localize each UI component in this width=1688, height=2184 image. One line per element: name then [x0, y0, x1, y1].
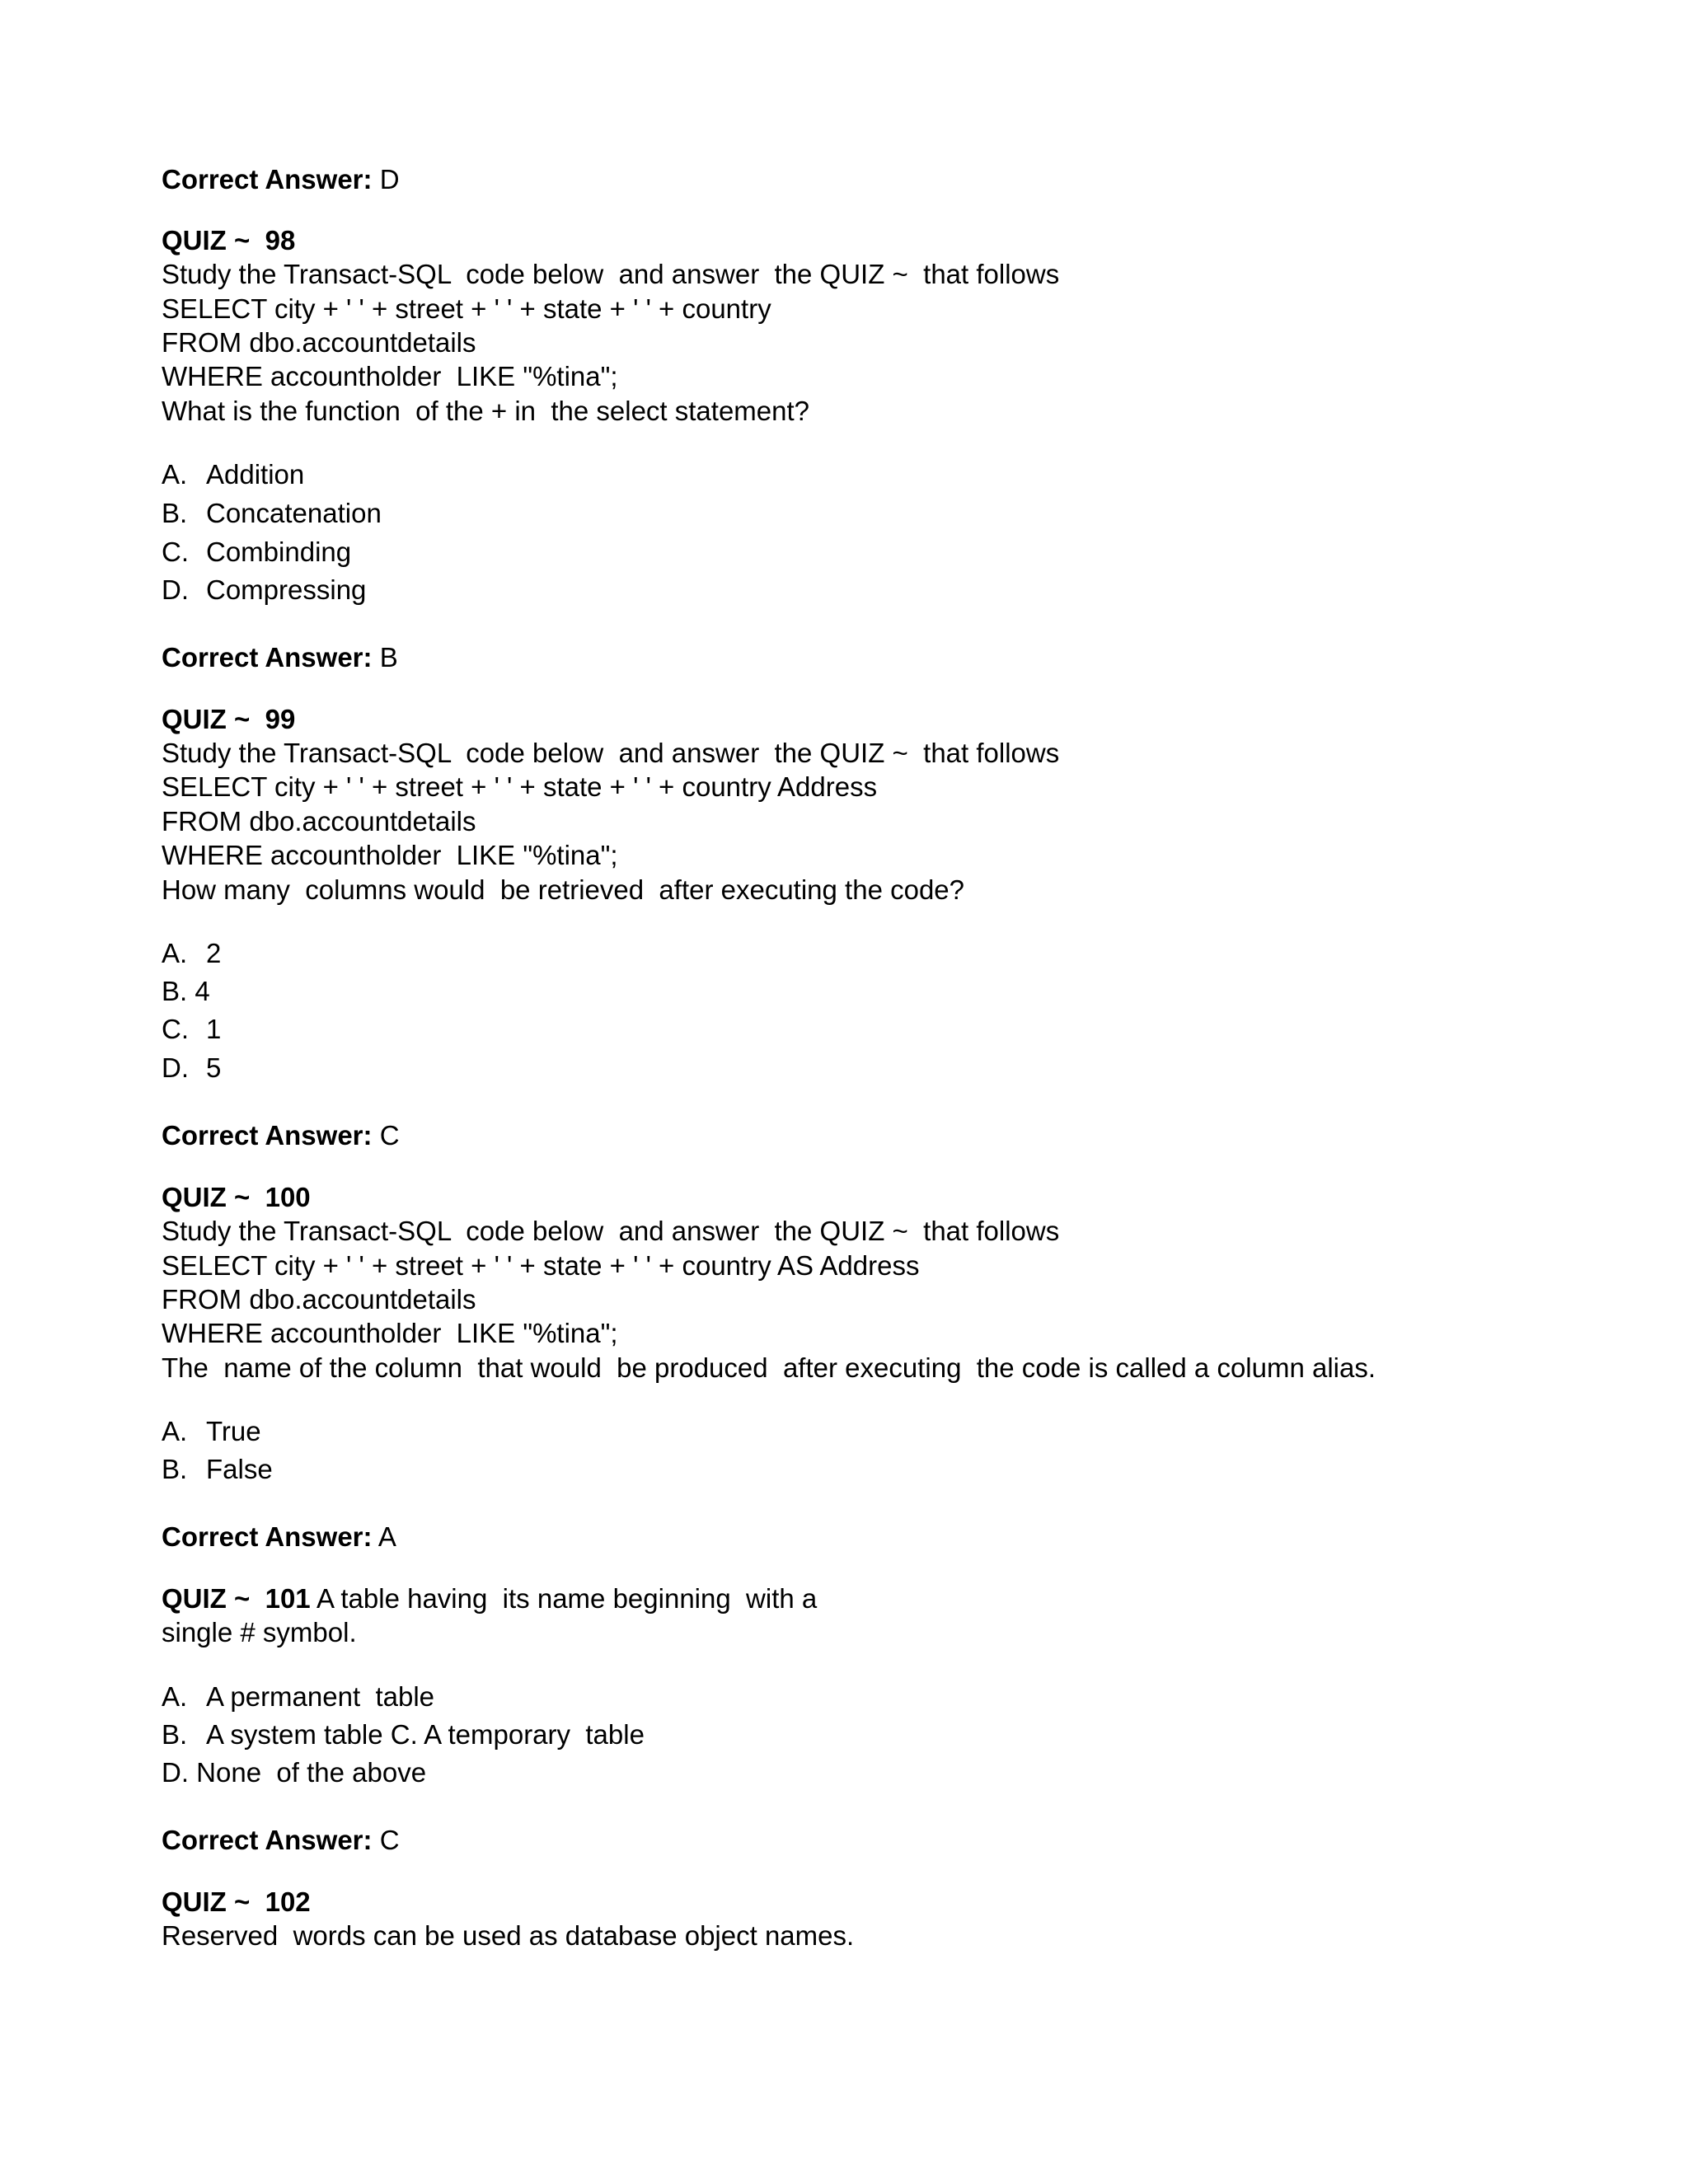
quiz-100-title: QUIZ ~ 100	[162, 1182, 311, 1212]
quiz-98-option-b	[162, 497, 382, 530]
option-text: A system table C. A temporary table	[206, 1719, 645, 1750]
quiz-100-line: Study the Transact-SQL code below and answer the QUIZ ~ that follows	[162, 1216, 1060, 1246]
answer-label: Correct Answer:	[162, 1120, 373, 1151]
quiz-99-line: WHERE accountholder LIKE "%tina";	[162, 840, 618, 870]
answer-label: Correct Answer:	[162, 164, 373, 194]
option-letter: C.	[162, 537, 189, 567]
correct-answer-101	[162, 1824, 400, 1857]
option-letter: C.	[162, 1014, 189, 1044]
answer-value: A	[377, 1521, 396, 1552]
answer-value: C	[379, 1825, 400, 1855]
option-letter: A.	[162, 1416, 188, 1446]
quiz-102-question: Reserved words can be used as database object names.	[162, 1920, 855, 1951]
quiz-99-option-a	[162, 937, 221, 970]
quiz-102-title: QUIZ ~ 102	[162, 1886, 311, 1917]
quiz-99-question: How many columns would be retrieved after executing the code?	[162, 874, 965, 905]
quiz-100-option-a	[162, 1415, 261, 1448]
quiz-100-line: FROM dbo.accountdetails	[162, 1284, 476, 1315]
quiz-100-line: SELECT city + ' ' + street + ' ' + state + ' ' + country AS Address	[162, 1250, 920, 1281]
quiz-98-line: SELECT city + ' ' + street + ' ' + state + ' ' + country	[162, 293, 771, 324]
correct-answer-97	[162, 163, 400, 196]
quiz-99-option-c	[162, 1013, 221, 1046]
quiz-99-line: SELECT city + ' ' + street + ' ' + state + ' ' + country Address	[162, 771, 878, 802]
answer-value: C	[379, 1120, 400, 1151]
option-text: Compressing	[206, 574, 367, 605]
option-letter: A.	[162, 938, 188, 968]
quiz-99-option-d	[162, 1052, 221, 1085]
answer-label: Correct Answer:	[162, 1521, 373, 1552]
quiz-100-option-b	[162, 1453, 273, 1486]
option-letter: B.	[162, 498, 188, 528]
option-letter: A.	[162, 459, 188, 490]
option-letter: D. None of the above	[162, 1757, 427, 1788]
option-letter: D.	[162, 574, 189, 605]
answer-value: D	[379, 164, 400, 194]
quiz-98-title: QUIZ ~ 98	[162, 225, 296, 255]
option-letter: B. 4	[162, 976, 210, 1006]
quiz-98-option-c	[162, 536, 351, 569]
quiz-99-title: QUIZ ~ 99	[162, 704, 296, 734]
quiz-100-line: WHERE accountholder LIKE "%tina";	[162, 1318, 618, 1348]
option-letter: A.	[162, 1681, 188, 1712]
quiz-101-option-a	[162, 1680, 434, 1713]
answer-label: Correct Answer:	[162, 642, 373, 673]
quiz-98-line: Study the Transact-SQL code below and answer the QUIZ ~ that follows	[162, 259, 1060, 289]
quiz-101-option-d	[162, 1756, 426, 1789]
quiz-99-line: FROM dbo.accountdetails	[162, 806, 476, 837]
option-text: Addition	[206, 459, 305, 490]
quiz-100-question: The name of the column that would be produced after executing the code is called a column alias.	[162, 1352, 1376, 1383]
correct-answer-99	[162, 1119, 400, 1152]
quiz-98-line: WHERE accountholder LIKE "%tina";	[162, 361, 618, 391]
option-letter: B.	[162, 1454, 188, 1484]
option-text: 1	[206, 1014, 222, 1044]
quiz-98-line: FROM dbo.accountdetails	[162, 327, 476, 358]
quiz-99-option-b	[162, 975, 210, 1008]
quiz-98-option-a	[162, 458, 304, 491]
option-letter: B.	[162, 1719, 188, 1750]
option-text: False	[206, 1454, 273, 1484]
quiz-101-title	[162, 1582, 817, 1615]
quiz-101-line: single # symbol.	[162, 1617, 357, 1647]
quiz-98-question: What is the function of the + in the select statement?	[162, 396, 810, 426]
option-text: Combinding	[206, 537, 352, 567]
correct-answer-100	[162, 1521, 396, 1554]
answer-value: B	[379, 642, 398, 673]
option-text: Concatenation	[206, 498, 382, 528]
quiz-98-option-d	[162, 574, 366, 607]
answer-label: Correct Answer:	[162, 1825, 373, 1855]
quiz-title: QUIZ ~ 101	[162, 1583, 311, 1614]
option-text: 5	[206, 1052, 222, 1083]
option-text: 2	[206, 938, 222, 968]
quiz-question: A table having its name beginning with a	[310, 1583, 818, 1614]
quiz-101-option-b	[162, 1718, 645, 1751]
quiz-99-line: Study the Transact-SQL code below and answer the QUIZ ~ that follows	[162, 738, 1060, 768]
correct-answer-98	[162, 641, 398, 674]
option-text: A permanent table	[206, 1681, 435, 1712]
option-text: True	[206, 1416, 261, 1446]
option-letter: D.	[162, 1052, 189, 1083]
